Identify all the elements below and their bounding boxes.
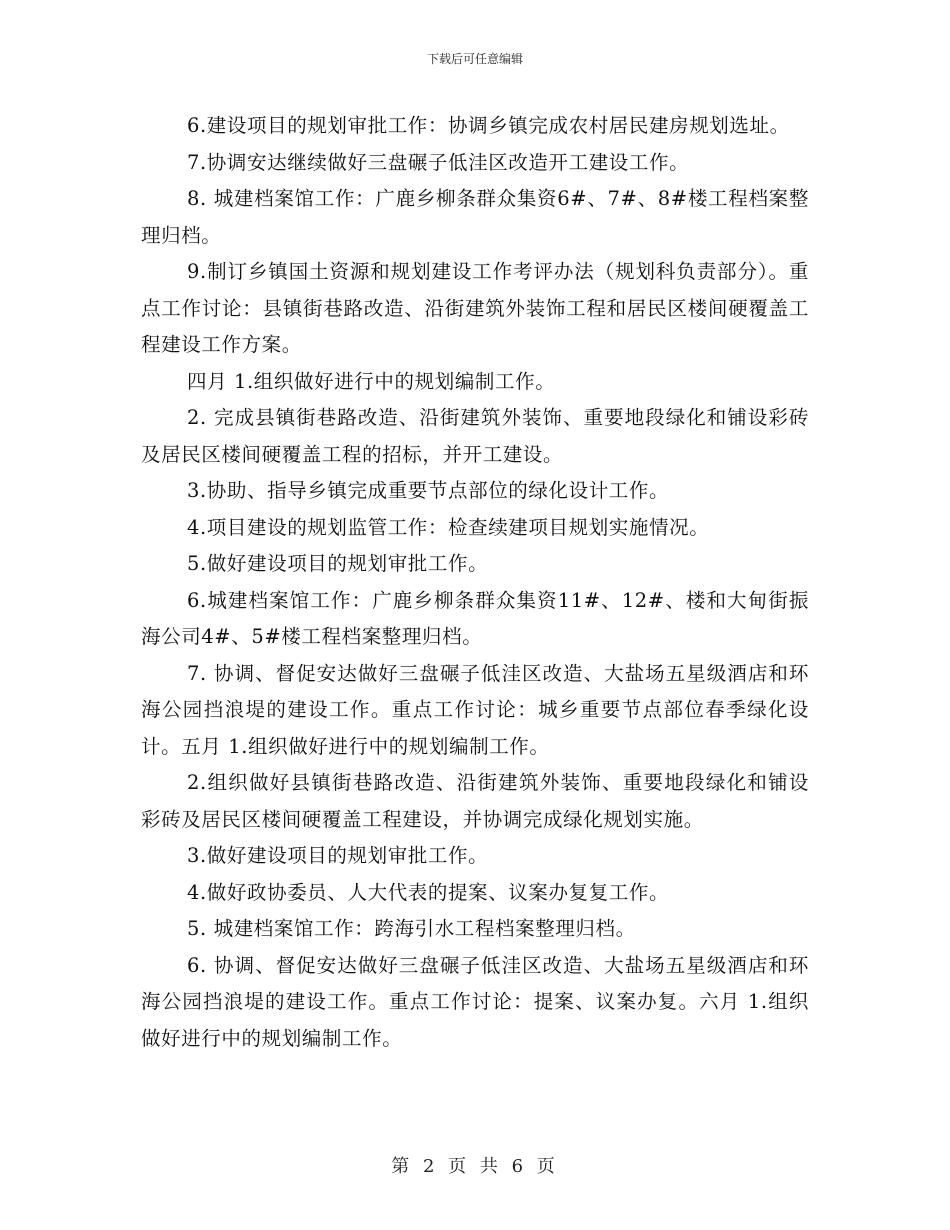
paragraph: 2.组织做好县镇街巷路改造、沿街建筑外装饰、重要地段绿化和铺设彩砖及居民区楼间硬覆盖工程建设，并协调完成绿化规划实施。: [141, 771, 809, 831]
paragraph: 3.协助、指导乡镇完成重要节点部位的绿化设计工作。: [187, 479, 670, 502]
page-header: 下载后可任意编辑: [426, 52, 523, 66]
paragraph: 6.城建档案馆工作：广鹿乡柳条群众集资11#、12#、楼和大甸街振海公司4#、5#楼工程档案整理归档。: [141, 588, 809, 648]
paragraph: 6. 协调、督促安达做好三盘碾子低洼区改造、大盐场五星级酒店和环海公园挡浪堤的建设工作。重点工作讨论：提案、议案办复。六月 1.组织做好进行中的规划编制工作。: [141, 953, 809, 1050]
paragraph: 7. 协调、督促安达做好三盘碾子低洼区改造、大盐场五星级酒店和环海公园挡浪堤的建设工作。重点工作讨论：城乡重要节点部位春季绿化设计。五月 1.组织做好进行中的规划编制工作。: [141, 661, 809, 758]
paragraph: 4.项目建设的规划监管工作：检查续建项目规划实施情况。: [187, 515, 710, 539]
paragraph: 4.做好政协委员、人大代表的提案、议案办复复工作。: [187, 880, 670, 904]
paragraph: 四月 1.组织做好进行中的规划编制工作。: [187, 369, 556, 393]
paragraph: 8. 城建档案馆工作：广鹿乡柳条群众集资6#、7#、8#楼工程档案整理归档。: [141, 187, 809, 247]
document-body: [141, 108, 809, 1057]
page-number-footer: 第 2 页 共 6 页: [391, 1156, 559, 1177]
paragraph: 3.做好建设项目的规划审批工作。: [187, 844, 489, 867]
paragraph: 2. 完成县镇街巷路改造、沿街建筑外装饰、重要地段绿化和铺设彩砖及居民区楼间硬覆盖工程的招标，并开工建设。: [141, 406, 809, 466]
paragraph: 5.做好建设项目的规划审批工作。: [187, 552, 489, 575]
paragraph: 5. 城建档案馆工作：跨海引水工程档案整理归档。: [187, 917, 636, 940]
paragraph: 6.建设项目的规划审批工作：协调乡镇完成农村居民建房规划选址。: [187, 114, 790, 137]
paragraph: 7.协调安达继续做好三盘碾子低洼区改造开工建设工作。: [187, 150, 690, 174]
paragraph: 9.制订乡镇国土资源和规划建设工作考评办法（规划科负责部分）。重点工作讨论：县镇街巷路改造、沿街建筑外装饰工程和居民区楼间硬覆盖工程建设工作方案。: [141, 260, 809, 356]
